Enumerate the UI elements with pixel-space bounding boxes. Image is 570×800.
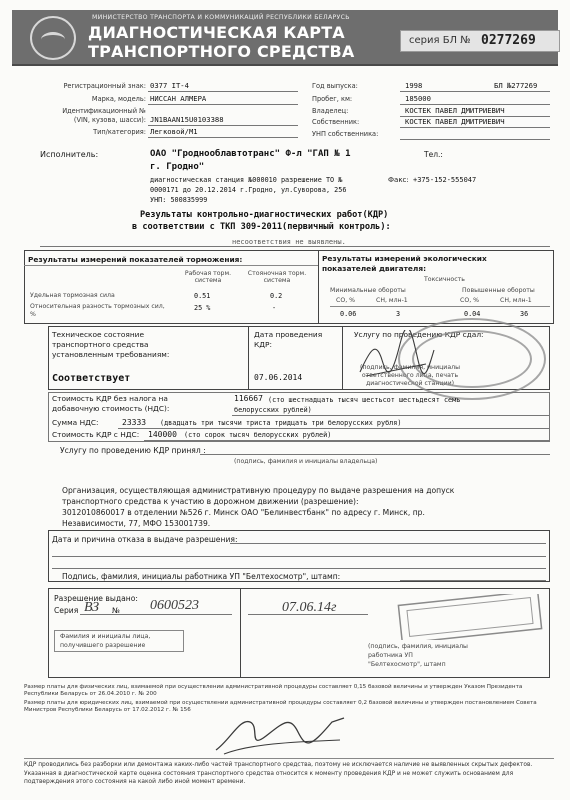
date-value: 07.06.2014 [254,373,303,382]
payment-box [48,392,550,442]
permit-series-label: Серия [54,606,79,615]
proprietor-label: Собственник: [312,118,360,126]
date-label-1: Дата проведения [254,330,323,339]
cost-words-1: (сто шестнадцать тысяч шестьсот шестьдесят семь [268,396,461,404]
mileage-value: 185000 [405,94,431,103]
reg-label: Регистрационный знак: [63,82,146,90]
total-label: Стоимость КДР с НДС: [52,430,140,439]
series-label: серия БЛ № [409,35,471,46]
permit-series-handwritten: ВЗ [84,600,100,615]
service-sign-caption: (подпись, фамилия, инициалы ответственного лица, печать диагностической станции) [360,364,460,387]
fees-line1: Размер платы для физических лиц, взимаемой при осуществлении административной процедуры составляет 0,15 базовой величины и утвержден Указом Президента [24,684,523,690]
brake-row1-v2: 0.2 [270,292,283,300]
nonconformities-value: несоответствия не выявлены. [232,238,346,246]
bl-value: БЛ №277269 [494,81,538,90]
eco-toxicity: Токсичность [424,276,465,283]
executor-unp: УНП: 500835999 [150,196,208,204]
state-label-3: установленным требованиям: [52,350,170,359]
eco-ch-min: 3 [396,310,401,318]
brake-row2-v2: - [272,304,277,312]
eco-co-min-label: CO, % [336,297,356,304]
brake-row2-label: Относительная разность тормозных сил, % [30,303,165,318]
permit-number-handwritten: 0600523 [150,598,199,613]
total-words: (сто сорок тысяч белорусских рублей) [184,431,332,439]
eco-co-max-label: CO, % [460,297,480,304]
fees-line2: Республики Беларусь от 26.04.2010 г. № 200 [24,691,157,697]
beltechosmotr-stamp-icon [396,594,544,640]
refusal-sign-label: Подпись, фамилия, инициалы работника УП "Белтехосмотр", штамп: [62,572,341,581]
vin-label-1: Идентификационный № [62,107,146,115]
total-value: 140000 [148,430,177,439]
eco-ch-max: 36 [520,310,529,318]
org-line2: транспортного средства к участию в дорожном движении (разрешение): [62,497,359,506]
results-title-1: Результаты контрольно-диагностических работ(КДР) [140,210,389,220]
series-number-box [400,30,560,52]
permit-date-handwritten: 07.06.14г [282,600,337,615]
org-line3: 3012010860017 в отделении №526 г. Минск ОАО "Белинвестбанк" по адресу г. Минск, пр. [62,508,425,517]
cost-value: 116667 [234,394,263,403]
footer-line1: КДР проводились без разборки или демонтажа каких-либо частей транспортного средства, поэтому не исключается наличие не выявленных скрытых дефектов. [24,762,533,768]
reg-value: 0377 IT-4 [150,81,189,90]
eco-title-2: показателей двигателя: [322,264,427,273]
type-label: Тип/категория: [93,128,146,136]
model-label: Марка, модель: [91,95,146,103]
fees-line4: Министров Республики Беларусь от 17.02.2012 г. № 156 [24,707,191,713]
eco-ch-min-label: CH, млн-1 [376,297,408,304]
cost-label-2: добавочную стоимость (НДС): [52,404,170,413]
brake-row2-v1: 25 % [194,304,211,312]
unp-owner-label: УНП собственника: [312,130,379,138]
cost-label-1: Стоимость КДР без налога на [52,394,168,403]
brake-row1-label: Удельная тормозная сила [30,292,115,299]
permit-issued-label: Разрешение выдано: [54,594,138,603]
brake-title: Результаты измерений показателей торможения: [28,255,243,264]
state-label-2: транспортного средства [52,340,149,349]
service-label: Услугу по проведению КДР сдал: [354,330,484,339]
type-value: Легковой/М1 [150,127,198,136]
permit-stamp-caption-2: работника УП [368,652,413,659]
executor-name-2: г. Гродно" [150,162,205,172]
permit-stamp-caption-1: (подпись, фамилия, инициалы [368,643,468,650]
vat-value: 23333 [122,418,147,427]
footer-line2: Указанная в диагностической карте оценка состояния транспортного средства относится к моменту проведения КДР и не может служить основанием для [24,771,514,777]
permit-stamp-caption-3: "Белтехосмотр", штамп [368,661,446,668]
eco-min-header: Минимальные обороты [330,287,406,294]
refusal-label: Дата и причина отказа в выдаче разрешения: [52,535,238,544]
state-value: Соответствует [52,373,131,384]
eco-co-max: 0.04 [464,310,481,318]
footer-line3: подтверждения этого состояния на какой либо иной момент времени. [24,779,246,785]
vat-label: Сумма НДС: [52,418,99,427]
executor-detail-2: 0000171 до 20.12.2014 г.Гродно, ул.Суворова, 256 [150,186,347,194]
org-line1: Организация, осуществляющая административную процедуру по выдаче разрешения на допуск [62,486,455,495]
vin-label-2: (VIN, кузова, шасси): [73,116,146,124]
tel-label: Тел.: [424,150,443,159]
date-label-2: КДР: [254,340,272,349]
year-label: Год выпуска: [312,82,358,90]
vat-words: (двадцать три тысячи триста тридцать три белорусских рубля) [160,419,402,427]
vin-value: JN1BAAN15U0103388 [150,115,224,124]
results-title-2: в соответствии с ТКП 309-2011(первичный контроль): [132,222,391,232]
brake-col2-header: Стояночная торм. система [247,270,307,284]
eco-ch-max-label: CH, млн-1 [500,297,532,304]
eco-max-header: Повышенные обороты [462,287,535,294]
series-number: 0277269 [481,33,536,48]
executor-detail-1: диагностическая станция №000010 разрешение ТО № [150,176,343,184]
year-value: 1998 [405,81,423,90]
executor-label: Исполнитель: [40,150,99,159]
fax-label: Факс: [388,176,409,184]
brake-col1-header: Рабочая торм. система [184,270,232,284]
org-line4: Независимости, 77, МФО 153001739. [62,519,211,528]
cost-words-2: белорусских рублей) [234,406,312,414]
accepted-sign-caption: (подпись, фамилия и инициалы владельца) [234,458,378,465]
state-label-1: Техническое состояние [52,330,145,339]
executor-name-1: ОАО "Гроднооблавтотранс" Ф-л "ГАП № 1 [150,149,351,159]
eco-co-min: 0.06 [340,310,357,318]
header-banner [12,10,558,66]
ministry-name: МИНИСТЕРСТВО ТРАНСПОРТА И КОММУНИКАЦИЙ РЕСПУБЛИКИ БЕЛАРУСЬ [92,14,350,21]
document-title-line1: ДИАГНОСТИЧЕСКАЯ КАРТА [88,23,345,42]
proprietor-value: КОСТЕК ПАВЕЛ ДМИТРИЕВИЧ [405,117,505,126]
fees-line3: Размер платы для юридических лиц, взимаемой при осуществлении административной процедуры составляет 0,2 базовой величины и утвержден постановлением Совета [24,700,537,706]
recipient-caption-1: Фамилия и инициалы лица, [60,633,151,640]
accepted-label: Услугу по проведению КДР принял : [60,446,206,455]
recipient-caption-2: получившего разрешение [60,642,146,649]
permit-number-label: № [112,606,120,615]
owner-signature-icon [210,710,350,758]
owner-value: КОСТЕК ПАВЕЛ ДМИТРИЕВИЧ [405,106,505,115]
mileage-label: Пробег, км: [312,95,353,103]
executor-signature-icon [356,330,436,380]
document-title-line2: ТРАНСПОРТНОГО СРЕДСТВА [88,42,355,61]
eco-title-1: Результаты измерений экологических [322,254,487,263]
model-value: НИССАН АЛМЕРА [150,94,207,103]
fax-value: +375-152-555047 [413,176,477,184]
brake-row1-v1: 0.51 [194,292,211,300]
ministry-emblem-icon [30,16,76,60]
owner-label: Владелец: [312,107,349,115]
